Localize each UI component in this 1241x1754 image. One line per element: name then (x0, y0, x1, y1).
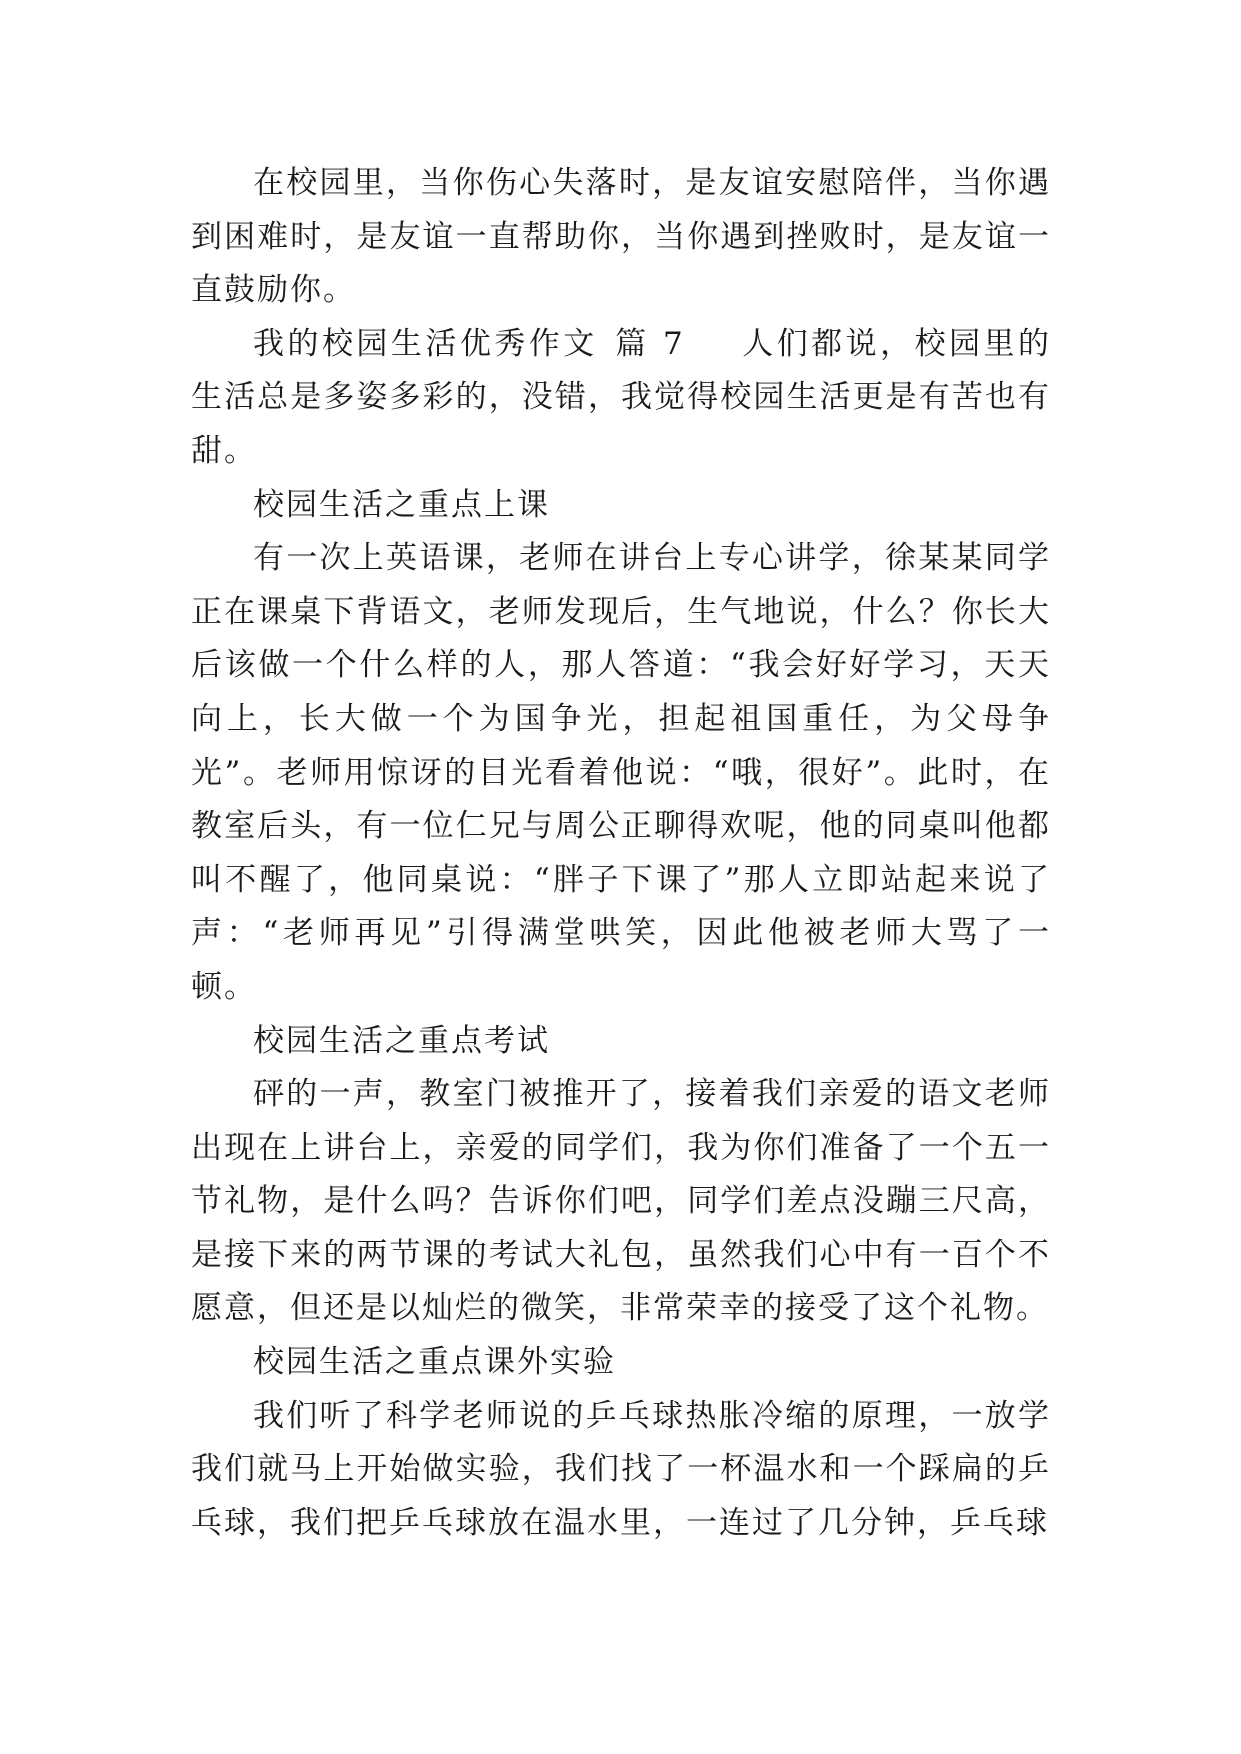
section-heading-class: 校园生活之重点上课 (253, 486, 550, 523)
section-heading-experiment: 校园生活之重点课外实验 (253, 1344, 616, 1381)
section-heading-exam: 校园生活之重点考试 (253, 1022, 550, 1059)
paragraph-experiment-story: 我们听了科学老师说的乒乓球热胀冷缩的原理，一放学我们就马上开始做实验，我们找了一杯温水和一个踩扁的乒乓球，我们把乒乓球放在温水里，一连过了几分钟，乒乓球 (191, 1397, 1051, 1541)
essay-title: 我的校园生活优秀作文 (253, 325, 598, 362)
article-body (191, 157, 1051, 1550)
essay-number-label: 篇 7 (613, 325, 685, 362)
paragraph-essay-7-intro (191, 318, 1051, 479)
paragraph-exam-story: 砰的一声，教室门被推开了，接着我们亲爱的语文老师出现在上讲台上，亲爱的同学们，我为你们准备了一个五一节礼物，是什么吗？告诉你们吧，同学们差点没蹦三尺高，是接下来的两节课的考试大礼包，虽然我们心中有一百个不愿意，但还是以灿烂的微笑，非常荣幸的接受了这个礼物。 (191, 1076, 1051, 1327)
paragraph-friendship: 在校园里，当你伤心失落时，是友谊安慰陪伴，当你遇到困难时，是友谊一直帮助你，当你遇到挫败时，是友谊一直鼓励你。 (191, 165, 1051, 309)
essay-intro-text: 人们都说，校园里的生活总是多姿多彩的，没错，我觉得校园生活更是有苦也有甜。 (191, 325, 1052, 469)
paragraph-class-story: 有一次上英语课，老师在讲台上专心讲学，徐某某同学正在课桌下背语文，老师发现后，生气地说，什么？你长大后该做一个什么样的人，那人答道：“我会好好学习，天天向上，长大做一个为国争光，担起祖国重任，为父母争光”。老师用惊讶的目光看着他说：“哦，很好”。此时，在教室后头，有一位仁兄与周公正聊得欢呢，他的同桌叫他都叫不醒了，他同桌说：“胖子下课了”那人立即站起来说了声：“老师再见”引得满堂哄笑，因此他被老师大骂了一顿。 (191, 540, 1051, 1005)
